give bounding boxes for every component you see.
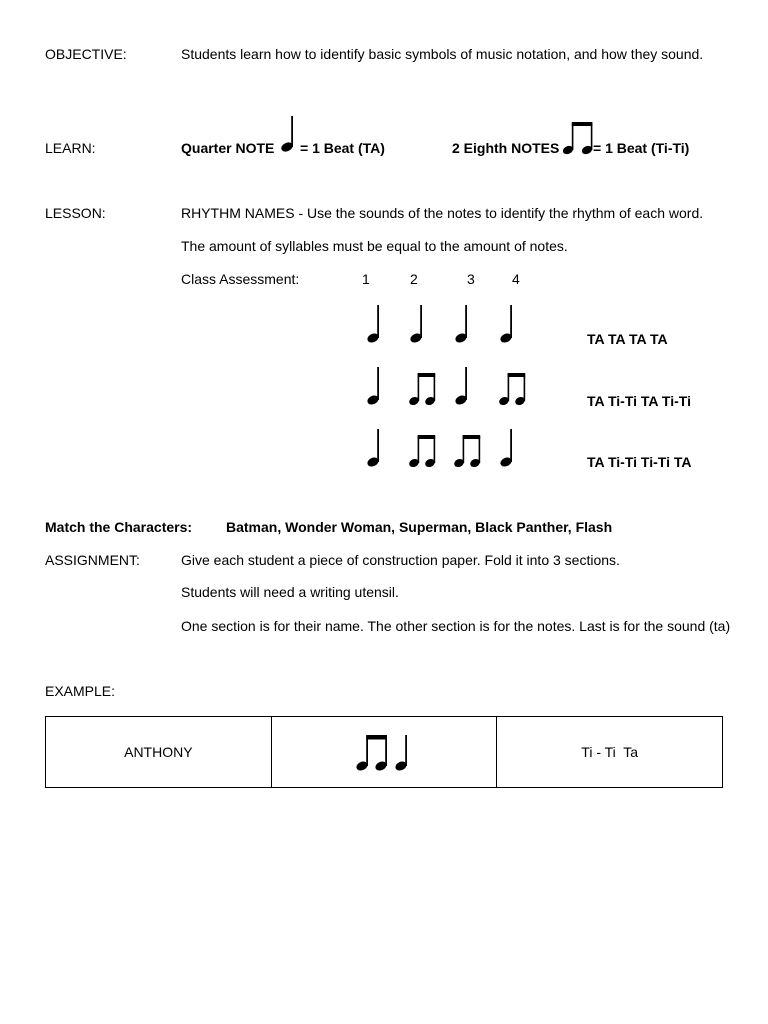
assignment-line-2: Students will need a writing utensil. (181, 584, 399, 600)
rhythm-label-1: TA TA TA TA (587, 331, 668, 347)
beat-number-4: 4 (512, 271, 520, 287)
quarter-note-icon (366, 305, 380, 344)
eighth-note-pair-icon (408, 435, 436, 469)
eighth-note-pair-icon (408, 373, 436, 407)
rhythm-label-2: TA Ti-Ti TA Ti-Ti (587, 393, 691, 409)
match-label: Match the Characters: (45, 519, 193, 535)
match-characters: Batman, Wonder Woman, Superman, Black Panther, Flash (226, 519, 613, 535)
quarter-note-icon (409, 305, 423, 344)
eighth-notes-label: 2 Eighth NOTES (452, 140, 560, 156)
eighth-note-pair-icon (453, 435, 481, 469)
quarter-note-icon (366, 429, 380, 468)
beat-number-1: 1 (362, 271, 370, 287)
eighth-note-pair-icon (562, 120, 596, 156)
beat-number-3: 3 (467, 271, 475, 287)
eighth-note-pair-icon (355, 735, 388, 772)
beat-number-2: 2 (410, 271, 418, 287)
quarter-note-equation: = 1 Beat (TA) (300, 140, 385, 156)
quarter-note-icon (454, 367, 468, 406)
learn-label: LEARN: (45, 140, 96, 156)
quarter-note-icon (280, 114, 300, 154)
quarter-note-icon (394, 735, 408, 772)
quarter-note-icon (366, 367, 380, 406)
quarter-note-icon (499, 429, 513, 468)
lesson-line-2: The amount of syllables must be equal to the amount of notes. (181, 238, 568, 254)
quarter-note-icon (454, 305, 468, 344)
assignment-line-3: One section is for their name. The other section is for the notes. Last is for the sound (ta) (181, 618, 731, 634)
lesson-line-1: RHYTHM NAMES - Use the sounds of the notes to identify the rhythm of each word. (181, 205, 704, 221)
objective-text: Students learn how to identify basic symbols of music notation, and how they sound. (181, 46, 704, 62)
example-notes (354, 730, 414, 774)
class-assessment-label: Class Assessment: (181, 271, 300, 287)
eighth-notes-equation: = 1 Beat (Ti-Ti) (593, 140, 690, 156)
example-sound-cell (496, 717, 722, 787)
objective-label: OBJECTIVE: (45, 46, 127, 62)
assignment-line-1: Give each student a piece of construction paper. Fold it into 3 sections. (181, 552, 620, 568)
example-label: EXAMPLE: (45, 683, 116, 699)
eighth-note-pair-icon (498, 373, 526, 407)
lesson-label: LESSON: (45, 205, 106, 221)
quarter-note-icon (499, 305, 513, 344)
rhythm-label-3: TA Ti-Ti Ti-Ti TA (587, 454, 692, 470)
example-notes-cell (271, 717, 497, 787)
quarter-note-label: Quarter NOTE (181, 140, 275, 156)
example-sound: Ti - Ti Ta (581, 744, 639, 760)
example-table (45, 716, 723, 788)
assignment-label: ASSIGNMENT: (45, 552, 140, 568)
rhythm-row-3 (360, 426, 560, 472)
example-name-cell (46, 717, 271, 787)
rhythm-row-1 (360, 302, 560, 348)
rhythm-row-2 (360, 364, 560, 410)
example-name: ANTHONY (124, 744, 193, 760)
